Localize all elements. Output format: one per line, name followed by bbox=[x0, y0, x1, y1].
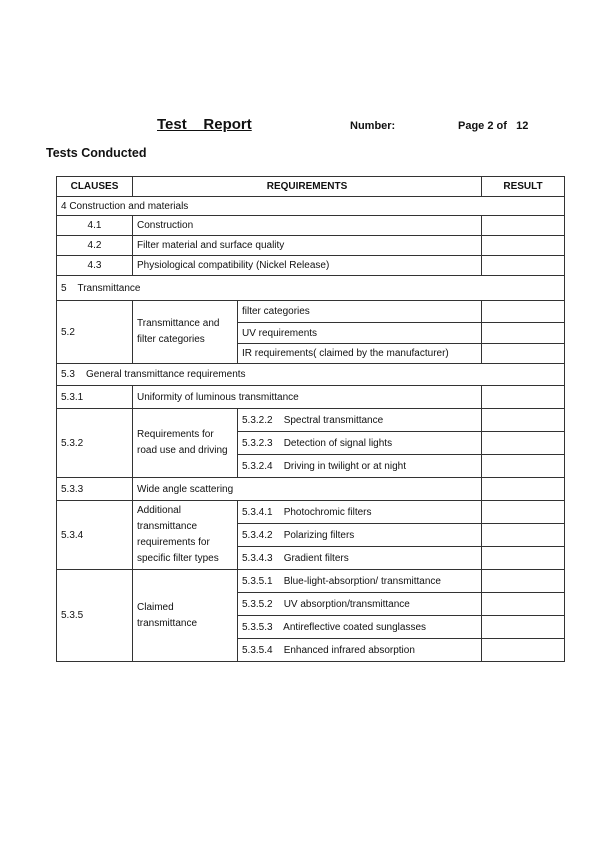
page-indicator: Page 2 of 12 bbox=[458, 120, 529, 132]
table-row bbox=[57, 478, 565, 501]
section-title: Tests Conducted bbox=[46, 146, 147, 160]
result-cell bbox=[482, 524, 565, 547]
table-row bbox=[57, 386, 565, 409]
clause-cell: 5.3.5 bbox=[57, 570, 133, 662]
requirement-item: IR requirements( claimed by the manufacturer) bbox=[238, 344, 482, 364]
clause-cell: 5.2 bbox=[57, 301, 133, 364]
section-5-title: 5 Transmittance bbox=[57, 276, 565, 301]
requirement-item: 5.3.5.4 Enhanced infrared absorption bbox=[238, 639, 482, 662]
requirement-cell: Uniformity of luminous transmittance bbox=[133, 386, 482, 409]
clause-cell: 4.3 bbox=[57, 256, 133, 276]
requirement-item: UV requirements bbox=[238, 323, 482, 344]
requirement-item: 5.3.5.3 Antireflective coated sunglasses bbox=[238, 616, 482, 639]
requirement-item: 5.3.5.2 UV absorption/transmittance bbox=[238, 593, 482, 616]
requirement-cell: Physiological compatibility (Nickel Release) bbox=[133, 256, 482, 276]
result-cell bbox=[482, 455, 565, 478]
result-cell bbox=[482, 639, 565, 662]
section-4-title: 4 Construction and materials bbox=[57, 197, 565, 216]
table-row bbox=[57, 216, 565, 236]
result-cell bbox=[482, 256, 565, 276]
requirement-item: 5.3.5.1 Blue-light-absorption/ transmittance bbox=[238, 570, 482, 593]
tests-table bbox=[56, 176, 565, 662]
table-row bbox=[57, 301, 565, 323]
result-cell bbox=[482, 501, 565, 524]
header-result: RESULT bbox=[482, 177, 565, 197]
result-cell bbox=[482, 409, 565, 432]
result-cell bbox=[482, 432, 565, 455]
section-row-4 bbox=[57, 197, 565, 216]
requirement-item: 5.3.2.3 Detection of signal lights bbox=[238, 432, 482, 455]
result-cell bbox=[482, 301, 565, 323]
result-cell bbox=[482, 344, 565, 364]
result-cell bbox=[482, 478, 565, 501]
result-cell bbox=[482, 216, 565, 236]
table-row bbox=[57, 501, 565, 524]
requirement-item: 5.3.4.3 Gradient filters bbox=[238, 547, 482, 570]
requirement-group-label: Additional transmittance requirements for specific filter types bbox=[133, 501, 238, 570]
requirement-item: 5.3.4.1 Photochromic filters bbox=[238, 501, 482, 524]
result-cell bbox=[482, 236, 565, 256]
table-header-row bbox=[57, 177, 565, 197]
section-row-5-3 bbox=[57, 364, 565, 386]
report-header bbox=[0, 116, 600, 136]
requirement-cell: Construction bbox=[133, 216, 482, 236]
result-cell bbox=[482, 323, 565, 344]
requirement-cell: Wide angle scattering bbox=[133, 478, 482, 501]
result-cell bbox=[482, 547, 565, 570]
clause-cell: 5.3.1 bbox=[57, 386, 133, 409]
section-5-3-title: 5.3 General transmittance requirements bbox=[57, 364, 565, 386]
clause-cell: 5.3.2 bbox=[57, 409, 133, 478]
requirement-cell: Filter material and surface quality bbox=[133, 236, 482, 256]
requirement-item: 5.3.2.2 Spectral transmittance bbox=[238, 409, 482, 432]
requirement-group-label: Requirements for road use and driving bbox=[133, 409, 238, 478]
result-cell bbox=[482, 386, 565, 409]
clause-cell: 4.2 bbox=[57, 236, 133, 256]
requirement-group-label: Transmittance and filter categories bbox=[133, 301, 238, 364]
requirement-item: 5.3.2.4 Driving in twilight or at night bbox=[238, 455, 482, 478]
report-number-label: Number: bbox=[350, 120, 396, 132]
requirement-item: 5.3.4.2 Polarizing filters bbox=[238, 524, 482, 547]
clause-cell: 4.1 bbox=[57, 216, 133, 236]
table-row bbox=[57, 256, 565, 276]
requirement-group-label: Claimed transmittance bbox=[133, 570, 238, 662]
report-title: Test Report bbox=[157, 116, 252, 133]
table-row bbox=[57, 409, 565, 432]
header-requirements: REQUIREMENTS bbox=[133, 177, 482, 197]
clause-cell: 5.3.4 bbox=[57, 501, 133, 570]
clause-cell: 5.3.3 bbox=[57, 478, 133, 501]
section-row-5 bbox=[57, 276, 565, 301]
table-row bbox=[57, 236, 565, 256]
result-cell bbox=[482, 570, 565, 593]
header-clauses: CLAUSES bbox=[57, 177, 133, 197]
result-cell bbox=[482, 593, 565, 616]
result-cell bbox=[482, 616, 565, 639]
requirement-item: filter categories bbox=[238, 301, 482, 323]
table-row bbox=[57, 570, 565, 593]
